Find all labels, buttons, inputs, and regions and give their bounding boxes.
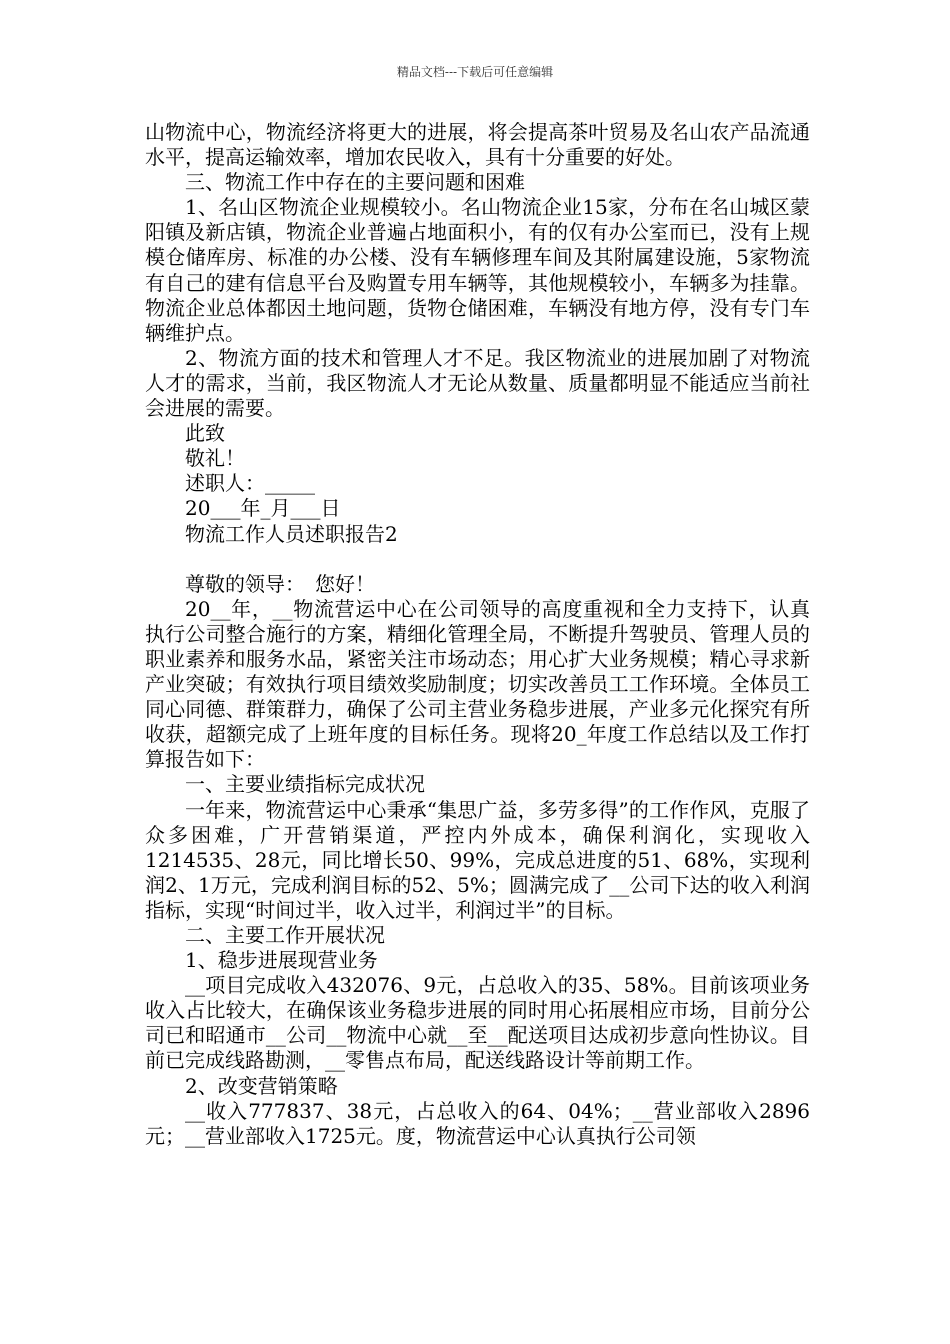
paragraph-benefits: 山物流中心，物流经济将更大的进展，将会提高茶叶贸易及名山农产品流通水平，提高运输效率，增加农民收入，具有十分重要的好处。 [145, 120, 810, 170]
paragraph-performance: 一年来，物流营运中心秉承“集思广益，多劳多得”的工作作风，克服了众多困难，广开营销渠道，严控内外成本，确保利润化，实现收入1214535、28元，同比增长50、99%，完成总进度的51、68%，实现利润2、1万元，完成利润目标的52、5%；圆满完成了__公司下达的收入利润指标，实现“时间过半，收入过半，利润过半”的目标。 [145, 797, 810, 922]
paragraph-intro: 20__年，__物流营运中心在公司领导的高度重视和全力支持下，认真执行公司整合施行的方案，精细化管理全局，不断提升驾驶员、管理人员的职业素养和服务水品，紧密关注市场动态；用心扩大业务规模；精心寻求新产业突破；有效执行项目绩效奖励制度；切实改善员工工作环境。全体员工同心同德、群策群力，确保了公司主营业务稳步进展，产业多元化探究有所收获，超额完成了上班年度的目标任务。现将20_年度工作总结以及工作打算报告如下： [145, 596, 810, 772]
closing-regards: 敬礼！ [185, 446, 245, 471]
paragraph-business: __项目完成收入432076、9元，占总收入的35、58%。目前该项业务收入占比较大，在确保该业务稳步进展的同时用心拓展相应市场，目前分公司已和昭通市__公司__物流中心就__至__配送项目达成初步意向性协议。目前已完成线路勘测，__零售点布局，配送线路设计等前期工作。 [145, 973, 810, 1073]
page-header: 精品文档---下载后可任意编辑 [396, 65, 554, 79]
paragraph-problem-talent: 2、物流方面的技术和管理人才不足。我区物流业的进展加剧了对物流人才的需求，当前，我区物流人才无论从数量、质量都明显不能适应当前社会进展的需要。 [145, 345, 810, 421]
blank-line [145, 547, 810, 572]
paragraph-problem-scale: 1、名山区物流企业规模较小。名山物流企业15家，分布在名山城区蒙阳镇及新店镇，物流企业普遍占地面积小，有的仅有办公室而已，没有上规模仓储库房、标准的办公楼、没有车辆修理车间及其附属建设施，5家物流有自己的建有信息平台及购置专用车辆等，其他规模较小，车辆多为挂靠。物流企业总体都因土地问题，货物仓储困难，车辆没有地方停，没有专门车辆维护点。 [145, 195, 810, 345]
paragraph-marketing: __收入777837、38元，占总收入的64、04%；__营业部收入2896元；__营业部收入1725元。度，物流营运中心认真执行公司领 [145, 1098, 810, 1148]
date-line: 20___年_月___日 [185, 496, 341, 521]
subheading-marketing: 2、改变营销策略 [185, 1073, 338, 1098]
salutation: 尊敬的领导： 您好！ [185, 571, 375, 596]
section-heading-work: 二、主要工作开展状况 [185, 923, 385, 947]
subheading-business: 1、稳步进展现营业务 [185, 948, 378, 973]
document-body [145, 120, 810, 1149]
signer-line: 述职人：_____ [185, 471, 315, 496]
report-title: 物流工作人员述职报告2 [185, 521, 398, 546]
section-heading-problems: 三、物流工作中存在的主要问题和困难 [185, 170, 525, 195]
closing-salute: 此致 [185, 421, 225, 446]
section-heading-performance: 一、主要业绩指标完成状况 [185, 772, 425, 797]
